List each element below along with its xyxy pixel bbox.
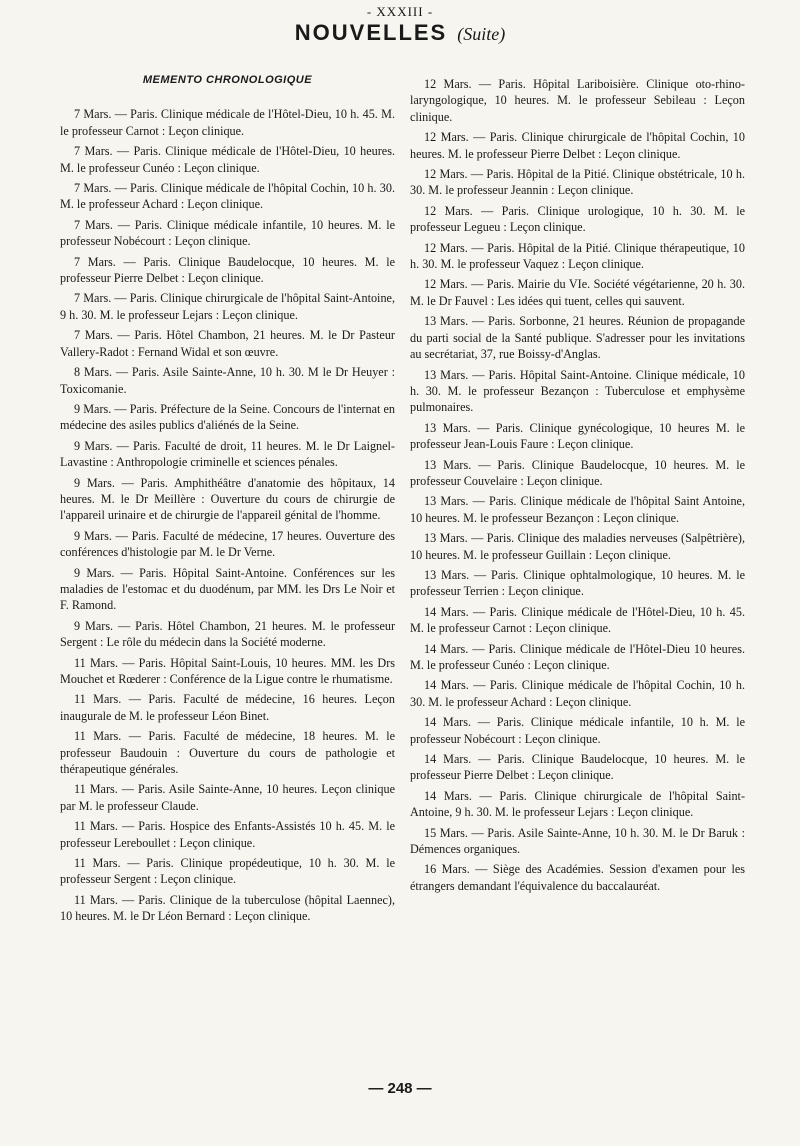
agenda-entry: 12 Mars. — Paris. Clinique urologique, 10 h. 30. M. le professeur Legueu : Leçon clinique. <box>410 203 745 235</box>
agenda-entry: 12 Mars. — Paris. Clinique chirurgicale de l'hôpital Cochin, 10 heures. M. le professeur Pierre Delbet : Leçon clinique. <box>410 130 745 161</box>
agenda-entry: 9 Mars. — Paris. Faculté de droit, 11 heures. M. le Dr Laignel-Lavastine : Anthropologie criminelle et sciences pénales. <box>60 438 395 470</box>
agenda-entry: 13 Mars. — Paris. Clinique médicale de l'hôpital Saint Antoine, 10 heures. M. le professeur Bezançon : Leçon clinique. <box>410 494 745 525</box>
right-entry-list <box>410 76 745 894</box>
agenda-entry: 9 Mars. — Paris. Hôtel Chambon, 21 heures. M. le professeur Sergent : Le rôle du médecin dans la Société moderne. <box>60 618 395 650</box>
section-title-suite: (Suite) <box>457 24 506 44</box>
page-roman-numeral: - XXXIII - <box>366 4 434 19</box>
agenda-entry: 9 Mars. — Paris. Amphithéâtre d'anatomie des hôpitaux, 14 heures. M. le Dr Meillère : Ouverture du cours de chirurgie de l'appareil urinaire et de chirurgie de l'appareil génital de l'homme. <box>60 475 395 523</box>
agenda-entry: 14 Mars. — Paris. Clinique médicale de l'Hôtel-Dieu, 10 h. 45. M. le professeur Carnot : Leçon clinique. <box>410 604 745 636</box>
agenda-entry: 11 Mars. — Paris. Faculté de médecine, 18 heures. M. le professeur Baudouin : Ouverture du cours de pathologie et thérapeutique générales. <box>60 729 395 777</box>
agenda-entry: 16 Mars. — Siège des Académies. Session d'examen pour les étrangers demandant l'équivalence du baccalauréat. <box>410 862 745 893</box>
agenda-entry: 12 Mars. — Paris. Mairie du VIe. Société végétarienne, 20 h. 30. M. le Dr Fauvel : Les idées qui tuent, celles qui sauvent. <box>410 277 745 308</box>
agenda-entry: 13 Mars. — Paris. Clinique gynécologique, 10 heures M. le professeur Jean-Louis Faure : Leçon clinique. <box>410 420 745 452</box>
agenda-entry: 11 Mars. — Paris. Faculté de médecine, 16 heures. Leçon inaugurale de M. le professeur Léon Binet. <box>60 692 395 723</box>
agenda-entry: 11 Mars. — Paris. Hospice des Enfants-Assistés 10 h. 45. M. le professeur Lereboullet : Leçon clinique. <box>60 819 395 850</box>
right-column <box>410 76 745 898</box>
agenda-entry: 8 Mars. — Paris. Asile Sainte-Anne, 10 h. 30. M le Dr Heuyer : Toxicomanie. <box>60 365 395 396</box>
agenda-entry: 13 Mars. — Paris. Clinique des maladies nerveuses (Salpêtrière), 10 heures. M. le professeur Guillain : Leçon clinique. <box>410 531 745 562</box>
agenda-entry: 9 Mars. — Paris. Préfecture de la Seine. Concours de l'internat en médecine des asiles publics d'aliénés de la Seine. <box>60 401 395 433</box>
section-title <box>0 20 800 46</box>
agenda-entry: 7 Mars. — Paris. Hôtel Chambon, 21 heures. M. le Dr Pasteur Vallery-Radot : Fernand Widal et son œuvre. <box>60 328 395 359</box>
agenda-entry: 7 Mars. — Paris. Clinique chirurgicale de l'hôpital Saint-Antoine, 9 h. 30. M. le professeur Lejars : Leçon clinique. <box>60 291 395 322</box>
agenda-entry: 7 Mars. — Paris. Clinique médicale de l'Hôtel-Dieu, 10 h. 45. M. le professeur Carnot : Leçon clinique. <box>60 107 395 138</box>
agenda-entry: 9 Mars. — Paris. Faculté de médecine, 17 heures. Ouverture des conférences d'histologie par M. le Dr Verne. <box>60 528 395 560</box>
agenda-entry: 12 Mars. — Paris. Hôpital de la Pitié. Clinique obstétricale, 10 h. 30. M. le professeur Jeannin : Leçon clinique. <box>410 167 745 198</box>
section-title-main: NOUVELLES <box>294 20 448 45</box>
agenda-entry: 9 Mars. — Paris. Hôpital Saint-Antoine. Conférences sur les maladies de l'estomac et du duodénum, par MM. les Drs Le Noir et F. Ramond. <box>60 565 395 613</box>
agenda-entry: 14 Mars. — Paris. Clinique médicale de l'Hôtel-Dieu 10 heures. M. le professeur Cunéo : Leçon clinique. <box>410 641 745 672</box>
agenda-entry: 11 Mars. — Paris. Clinique de la tuberculose (hôpital Laennec), 10 heures. M. le Dr Léon Bernard : Leçon clinique. <box>60 892 395 924</box>
agenda-entry: 7 Mars. — Paris. Clinique médicale de l'hôpital Cochin, 10 h. 30. M. le professeur Achard : Leçon clinique. <box>60 181 395 212</box>
agenda-entry: 11 Mars. — Paris. Asile Sainte-Anne, 10 heures. Leçon clinique par M. le professeur Claude. <box>60 782 395 813</box>
agenda-entry: 13 Mars. — Paris. Hôpital Saint-Antoine. Clinique médicale, 10 h. 30. M. le professeur Bezançon : Tuberculose et emphysème pulmonaires. <box>410 367 745 415</box>
agenda-entry: 14 Mars. — Paris. Clinique chirurgicale de l'hôpital Saint-Antoine, 9 h. 30. M. le professeur Lejars : Leçon clinique. <box>410 788 745 820</box>
agenda-entry: 7 Mars. — Paris. Clinique médicale de l'Hôtel-Dieu, 10 heures. M. le professeur Cunéo : Leçon clinique. <box>60 144 395 175</box>
agenda-entry: 7 Mars. — Paris. Clinique médicale infantile, 10 heures. M. le professeur Nobécourt : Leçon clinique. <box>60 217 395 249</box>
agenda-entry: 12 Mars. — Paris. Hôpital Lariboisière. Clinique oto-rhino-laryngologique, 10 heures. M. le professeur Sebileau : Leçon clinique. <box>410 77 745 124</box>
agenda-entry: 15 Mars. — Paris. Asile Sainte-Anne, 10 h. 30. M. le Dr Baruk : Démences organiques. <box>410 825 745 857</box>
left-entry-list <box>60 106 395 924</box>
memento-heading: MEMENTO CHRONOLOGIQUE <box>142 74 313 86</box>
agenda-entry: 14 Mars. — Paris. Clinique Baudelocque, 10 heures. M. le professeur Pierre Delbet : Leçon clinique. <box>410 752 745 783</box>
agenda-entry: 11 Mars. — Paris. Hôpital Saint-Louis, 10 heures. MM. les Drs Mouchet et Rœderer : Conférence de la Ligue contre le rhumatisme. <box>60 655 395 686</box>
left-column <box>60 70 395 929</box>
agenda-entry: 12 Mars. — Paris. Hôpital de la Pitié. Clinique thérapeutique, 10 h. 30. M. le professeur Vaquez : Leçon clinique. <box>410 240 745 272</box>
agenda-entry: 13 Mars. — Paris. Clinique ophtalmologique, 10 heures. M. le professeur Terrien : Leçon clinique. <box>410 567 745 599</box>
agenda-entry: 14 Mars. — Paris. Clinique médicale de l'hôpital Cochin, 10 h. 30. M. le professeur Achard : Leçon clinique. <box>410 678 745 709</box>
agenda-entry: 13 Mars. — Paris. Sorbonne, 21 heures. Réunion de propagande du parti social de la Santé publique. S'adresser pour les invitations au secrétariat, 37, rue Boissy-d'Anglas. <box>410 314 745 362</box>
agenda-entry: 13 Mars. — Paris. Clinique Baudelocque, 10 heures. M. le professeur Couvelaire : Leçon clinique. <box>410 457 745 488</box>
agenda-entry: 14 Mars. — Paris. Clinique médicale infantile, 10 h. M. le professeur Nobécourt : Leçon clinique. <box>410 715 745 746</box>
agenda-entry: 11 Mars. — Paris. Clinique propédeutique, 10 h. 30. M. le professeur Sergent : Leçon clinique. <box>60 856 395 887</box>
agenda-entry: 7 Mars. — Paris. Clinique Baudelocque, 10 heures. M. le professeur Pierre Delbet : Leçon clinique. <box>60 254 395 286</box>
page-number: — 248 — <box>368 1080 432 1097</box>
